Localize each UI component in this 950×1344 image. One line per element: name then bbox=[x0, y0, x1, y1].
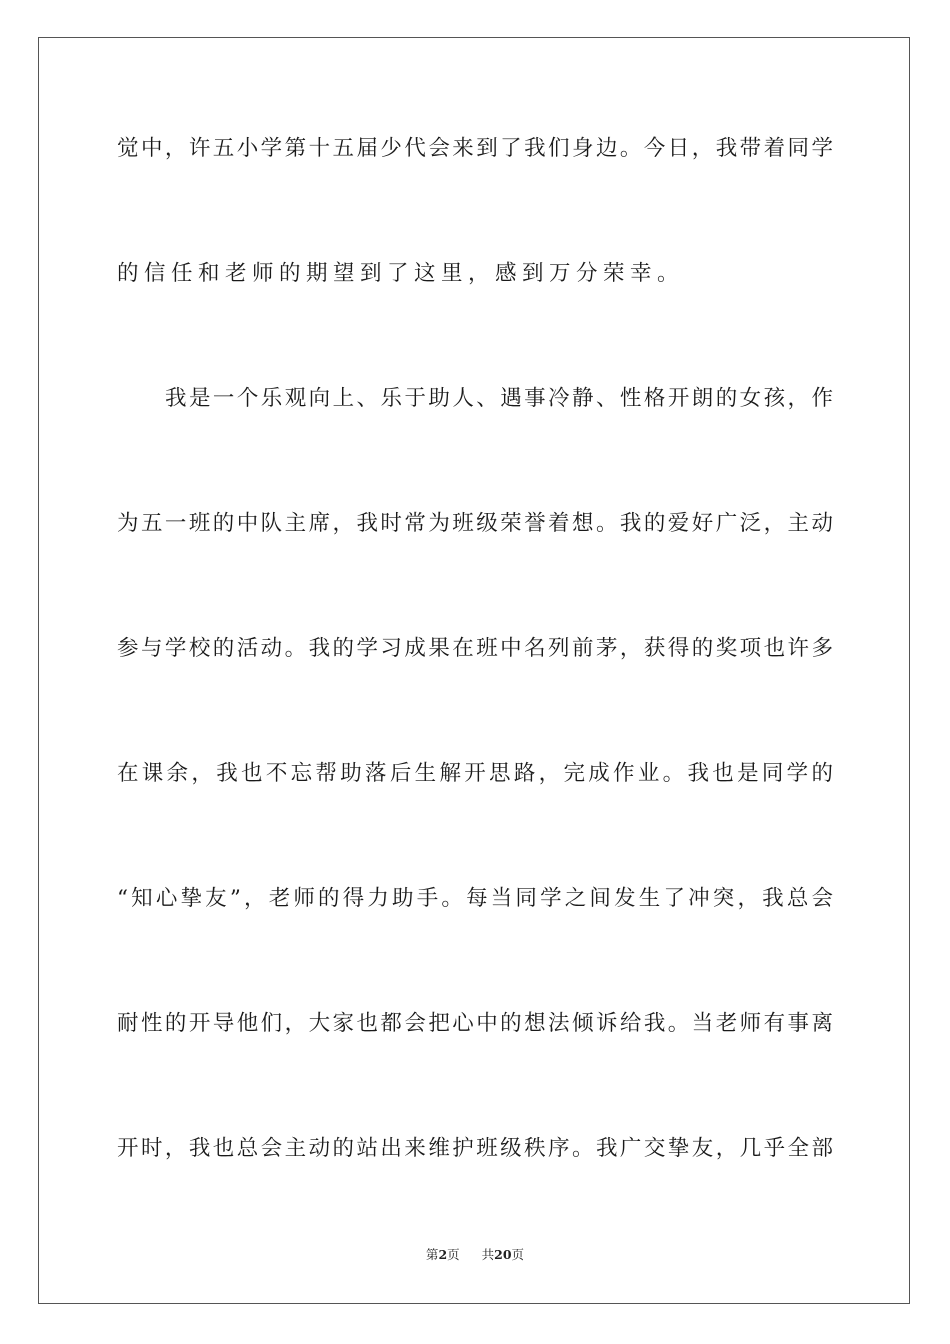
paragraph-line-2: 的信任和老师的期望到了这里，感到万分荣幸。 bbox=[117, 261, 685, 286]
total-pages: 20 bbox=[494, 1247, 512, 1262]
paragraph-line-7: “知心挚友”，老师的得力助手。每当同学之间发生了冲突，我总会 bbox=[117, 886, 833, 911]
paragraph-line-1: 觉中，许五小学第十五届少代会来到了我们身边。今日，我带着同学 bbox=[117, 136, 833, 161]
page-border bbox=[38, 37, 910, 1304]
page-number: 2 bbox=[438, 1247, 448, 1262]
page-prefix: 第 bbox=[425, 1247, 439, 1262]
paragraph-line-9: 开时，我也总会主动的站出来维护班级秩序。我广交挚友，几乎全部 bbox=[117, 1136, 833, 1161]
paragraph-line-3: 我是一个乐观向上、乐于助人、遇事冷静、性格开朗的女孩，作 bbox=[165, 386, 833, 411]
page-suffix: 页 bbox=[447, 1247, 460, 1262]
paragraph-line-5: 参与学校的活动。我的学习成果在班中名列前茅，获得的奖项也许多 bbox=[117, 636, 833, 661]
total-prefix: 共 bbox=[481, 1247, 495, 1262]
total-suffix: 页 bbox=[511, 1247, 525, 1262]
total-pages-label bbox=[482, 1247, 524, 1262]
page-footer bbox=[0, 1247, 950, 1263]
paragraph-line-6: 在课余，我也不忘帮助落后生解开思路，完成作业。我也是同学的 bbox=[117, 761, 833, 786]
page-number-label bbox=[426, 1247, 464, 1262]
paragraph-line-8: 耐性的开导他们，大家也都会把心中的想法倾诉给我。当老师有事离 bbox=[117, 1011, 833, 1036]
paragraph-line-4: 为五一班的中队主席，我时常为班级荣誉着想。我的爱好广泛，主动 bbox=[117, 511, 833, 536]
